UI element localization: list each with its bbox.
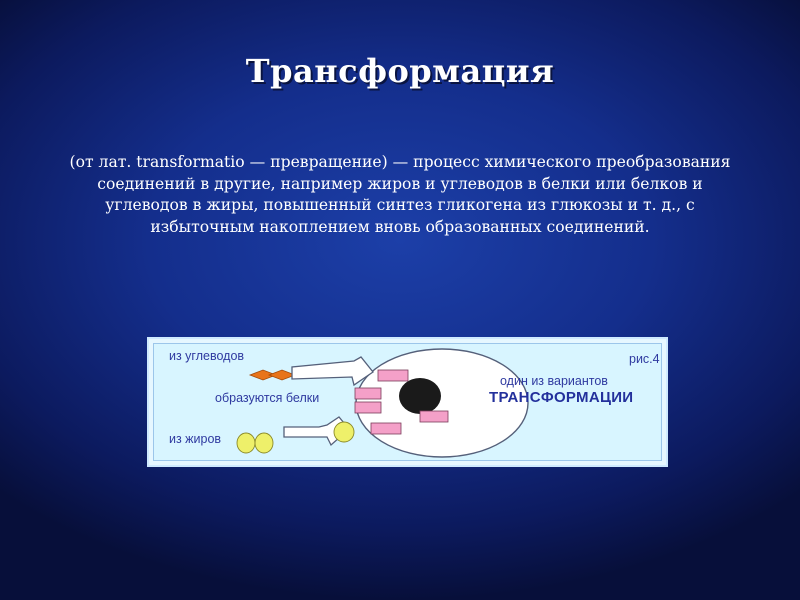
slide-title: Трансформация bbox=[245, 52, 555, 90]
label-from-carbs: из углеводов bbox=[169, 349, 245, 363]
protein-block-4 bbox=[420, 411, 448, 422]
fat-droplet-1 bbox=[237, 433, 255, 453]
caption-line-2: ТРАНСФОРМАЦИИ bbox=[489, 389, 634, 406]
nucleus bbox=[399, 378, 441, 414]
protein-block-2 bbox=[355, 388, 381, 399]
figure-number: рис.4 bbox=[629, 352, 660, 366]
fat-droplet-2 bbox=[255, 433, 273, 453]
transformation-figure bbox=[147, 337, 668, 467]
label-proteins-formed: образуются белки bbox=[215, 391, 320, 405]
protein-block-5 bbox=[371, 423, 401, 434]
carb-diamond-2 bbox=[269, 370, 295, 380]
fat-droplet-inner bbox=[334, 422, 354, 442]
protein-block-3 bbox=[355, 402, 381, 413]
definition-paragraph: (от лат. transformatio — превращение) — процесс химического преобразования соединений в другие, например жиров и углеводов в белки или белков и углеводов в жиры, повышенный синтез гликогена из глюкозы и т. д., с избыточным накоплением вновь образованных соединений. bbox=[69, 153, 731, 236]
label-from-fats: из жиров bbox=[169, 432, 222, 446]
carb-channel bbox=[292, 357, 373, 385]
caption-line-1: один из вариантов bbox=[500, 374, 608, 388]
protein-block-1 bbox=[378, 370, 408, 381]
